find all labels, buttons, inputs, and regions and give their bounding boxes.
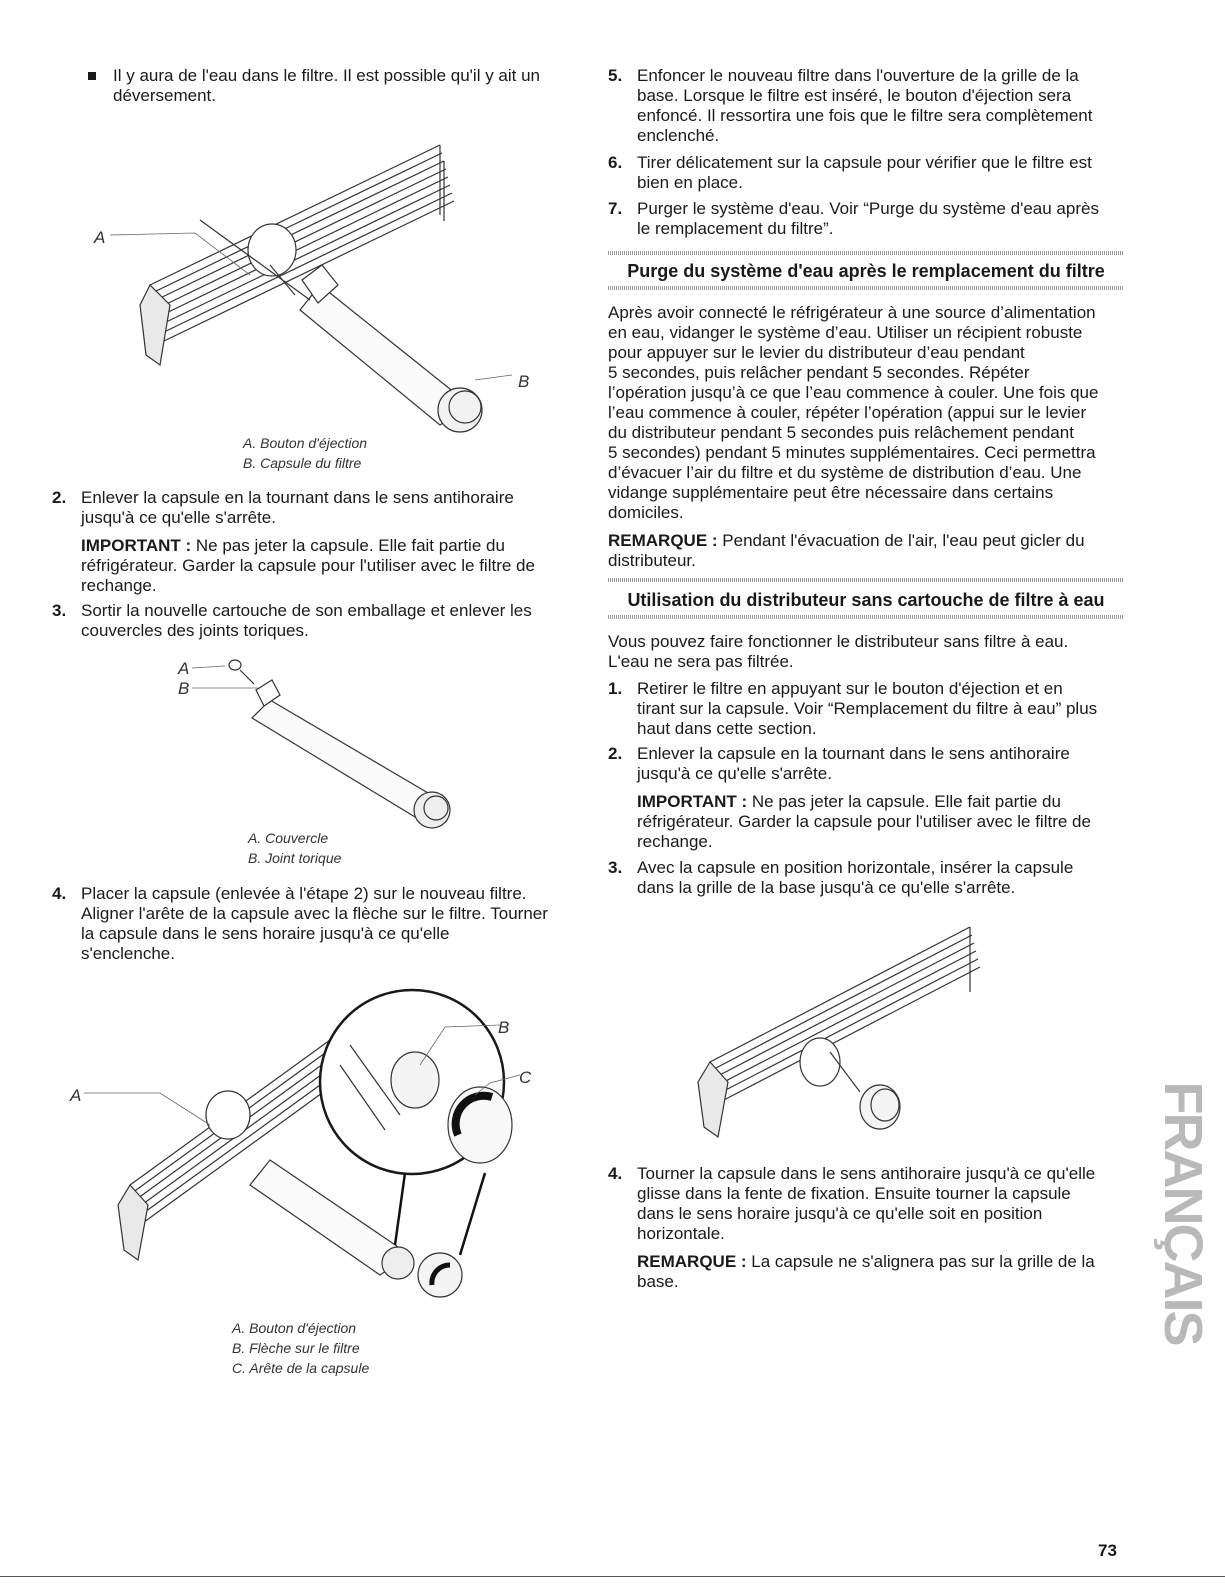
language-side-tab: FRANÇAIS <box>1153 1081 1213 1344</box>
page-number: 73 <box>1098 1541 1117 1560</box>
purge-remarque: REMARQUE : Pendant l'évacuation de l'air, l'eau peut gicler du <box>608 531 1085 550</box>
figure1-caption: A. Bouton d'éjection B. Capsule du filtre <box>243 435 368 471</box>
figure-install-cap <box>60 985 580 1320</box>
left-step-2: 2. Enlever la capsule en la tournant dans le sens antihoraire jusqu'à ce qu'elle s'arrête. IMPORTANT : Ne pas jeter la capsule. Elle fait partie du réfrigérateur. Garder la capsule pour l'utiliser avec le filtre de rechange. <box>52 488 572 588</box>
right-step-7: 7. Purger le système d'eau. Voir “Purge du système d'eau après le remplacement du filtre”. <box>608 199 1099 238</box>
left-step-4: 4. Placer la capsule (enlevée à l'étape 2) sur le nouveau filtre. Aligner l'arête de la capsule avec la flèche sur le filtre. Tourner la capsule dans le sens horaire jusqu'à ce qu'elle s'enclenche. <box>52 884 548 963</box>
left-step-3: 3. Sortir la nouvelle cartouche de son emballage et enlever les couvercles des joints toriques. <box>52 601 532 640</box>
figure1-label-b: B <box>518 372 530 391</box>
left-step-2-important: IMPORTANT : Ne pas jeter la capsule. Elle fait partie du <box>81 536 505 555</box>
bullet-square <box>88 72 96 80</box>
figure2-label-a: A <box>178 659 190 678</box>
utilisation-step-3: 3. Avec la capsule en position horizontale, insérer la capsule dans la grille de la base jusqu'à ce qu'elle s'arrête. <box>608 858 1074 897</box>
page-bottom-rule <box>0 1576 1225 1577</box>
utilisation-step-1: 1. Retirer le filtre en appuyant sur le bouton d'éjection et en tirant sur la capsule. Voir “Remplacement du filtre à eau” plus haut dans cette section. <box>608 679 1098 738</box>
utilisation-heading-rule-bottom <box>608 615 1124 619</box>
figure3-label-b: B <box>498 1018 510 1037</box>
right-step-5: 5. Enfoncer le nouveau filtre dans l'ouverture de la grille de la base. Lorsque le filtre est inséré, le bouton d'éjection sera enfoncé. Il ressortira une fois que le filtre sera complètement enclenché. <box>608 66 1093 145</box>
right-step-6: 6. Tirer délicatement sur la capsule pour vérifier que le filtre est bien en place. <box>608 153 1092 192</box>
figure3-label-c: C <box>519 1068 532 1087</box>
figure3-label-a: A <box>70 1086 82 1105</box>
utilisation-heading: Utilisation du distributeur sans cartouche de filtre à eau <box>627 590 1105 610</box>
utilisation-step-2-important: IMPORTANT : Ne pas jeter la capsule. Elle fait partie du <box>637 792 1061 811</box>
utilisation-intro: Vous pouvez faire fonctionner le distributeur sans filtre à eau. L'eau ne sera pas filtrée. <box>608 632 1069 671</box>
purge-body: Après avoir connecté le réfrigérateur à une source d’alimentation en eau, vidanger le système d’eau. Utiliser un récipient robuste pour appuyer sur le levier du distributeur d’eau pendant 5 secondes, puis relâcher pendant 5 secondes. Répéter l’opération jusqu’à ce que l’eau commence à couler. Une fois que l’eau commence à couler, répéter l’opération (appui sur le levier du distributeur pendant 5 secondes puis relâchement pendant 5 secondes) pendant 5 minutes supplémentaires. Ceci permettra d’évacuer l’air du filtre et du système de distribution d’eau. Une vidange supplémentaire peut être nécessaire dans certains domiciles. REMARQUE : Pendant l'évacuation de l'air, l'eau peut gicler du distributeur. <box>608 303 1128 571</box>
utilisation-step-4: 4. Tourner la capsule dans le sens antihoraire jusqu'à ce qu'elle glisse dans la fente de fixation. Ensuite tourner la capsule dans le sens horaire jusqu'à ce qu'elle soit en position horizontale. REMARQUE : La capsule ne s'alignera pas sur la grille de la base. <box>608 1164 1128 1294</box>
bullet-text: Il y aura de l'eau dans le filtre. Il est possible qu'il y ait un déversement. <box>113 66 541 105</box>
figure1-label-a: A <box>94 228 106 247</box>
figure2-caption: A. Couvercle B. Joint torique <box>248 830 342 866</box>
figure2-label-b: B <box>178 679 190 698</box>
figure-cap-in-grille <box>680 912 1000 1142</box>
utilisation-step-2: 2. Enlever la capsule en la tournant dans le sens antihoraire jusqu'à ce qu'elle s'arrête. IMPORTANT : Ne pas jeter la capsule. Elle fait partie du réfrigérateur. Garder la capsule pour l'utiliser avec le filtre de rechange. <box>608 744 1128 848</box>
utilisation-heading-rule-top <box>608 578 1124 582</box>
figure3-caption: A. Bouton d'éjection B. Flèche sur le filtre C. Arête de la capsule <box>232 1320 370 1376</box>
utilisation-step-4-remarque: REMARQUE : La capsule ne s'alignera pas sur la grille de la <box>637 1252 1095 1271</box>
purge-heading-rule-top <box>608 251 1124 255</box>
figure-cartridge <box>170 650 470 830</box>
figure-filter-removal <box>80 125 550 435</box>
purge-heading: Purge du système d'eau après le remplacement du filtre <box>627 261 1105 281</box>
purge-heading-rule-bottom <box>608 286 1124 290</box>
